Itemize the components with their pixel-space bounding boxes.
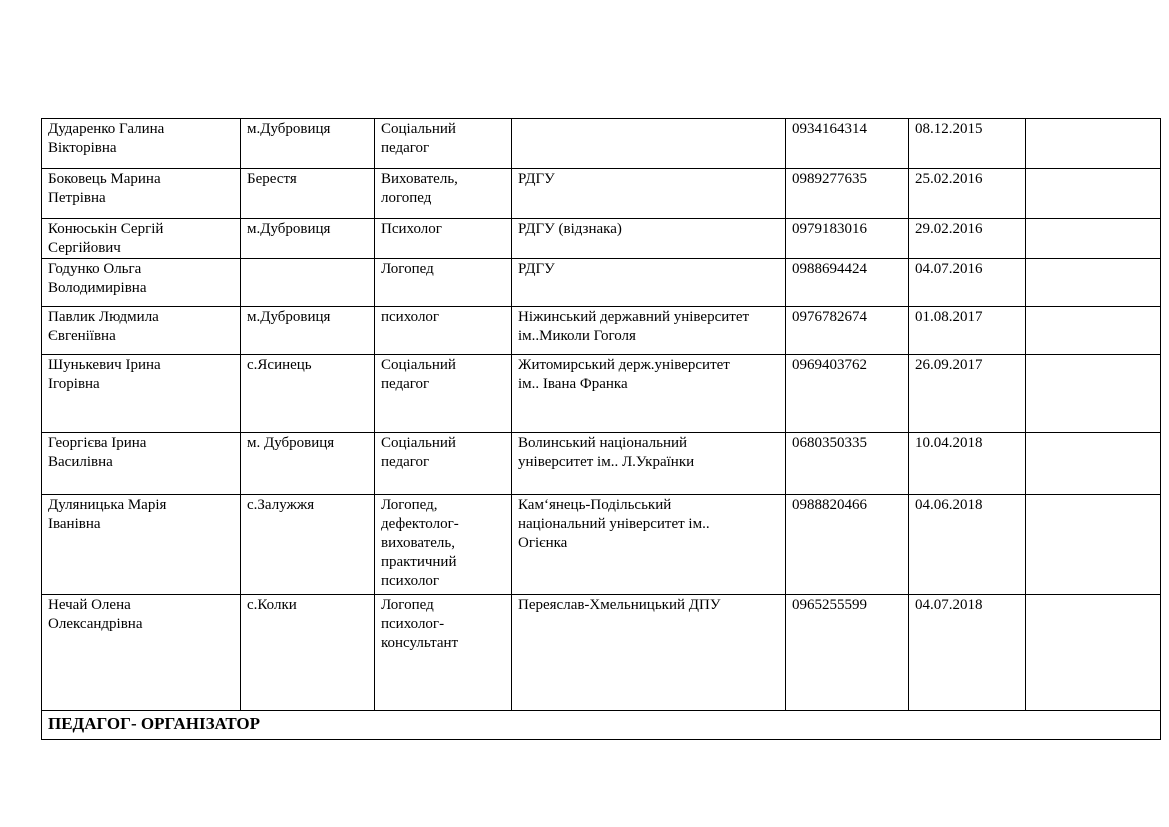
date-cell: 29.02.2016 — [909, 219, 1026, 259]
position-cell: психолог — [375, 307, 512, 355]
education-cell: РДГУ — [512, 259, 786, 307]
table-row — [42, 595, 1161, 711]
phone-cell: 0988820466 — [786, 495, 909, 595]
empty-cell — [1026, 169, 1161, 219]
date-cell: 26.09.2017 — [909, 355, 1026, 433]
name-cell: Дуляницька Марія Іванівна — [42, 495, 241, 595]
empty-cell — [1026, 595, 1161, 711]
education-cell: Кам‘янець-Подільський національний університет ім.. Огієнка — [512, 495, 786, 595]
table-row — [42, 433, 1161, 495]
name-cell: Шунькевич Ірина Ігорівна — [42, 355, 241, 433]
location-cell: с.Залужжя — [241, 495, 375, 595]
empty-cell — [1026, 259, 1161, 307]
empty-cell — [1026, 219, 1161, 259]
position-cell: Соціальний педагог — [375, 433, 512, 495]
phone-cell: 0976782674 — [786, 307, 909, 355]
location-cell: м.Дубровиця — [241, 219, 375, 259]
table-row — [42, 259, 1161, 307]
location-cell: с.Колки — [241, 595, 375, 711]
education-cell: РДГУ (відзнака) — [512, 219, 786, 259]
name-cell: Боковець Марина Петрівна — [42, 169, 241, 219]
position-cell: Логопед — [375, 259, 512, 307]
table-row — [42, 495, 1161, 595]
table-row — [42, 119, 1161, 169]
position-cell: Логопед, дефектолог- вихователь, практичний психолог — [375, 495, 512, 595]
name-cell: Нечай Олена Олександрівна — [42, 595, 241, 711]
date-cell: 04.06.2018 — [909, 495, 1026, 595]
position-cell: Соціальний педагог — [375, 355, 512, 433]
position-cell: Логопед психолог- консультант — [375, 595, 512, 711]
education-cell: Переяслав-Хмельницький ДПУ — [512, 595, 786, 711]
date-cell: 01.08.2017 — [909, 307, 1026, 355]
education-cell: Ніжинський державний університет ім..Миколи Гоголя — [512, 307, 786, 355]
staff-table — [41, 118, 1161, 740]
empty-cell — [1026, 355, 1161, 433]
education-cell — [512, 119, 786, 169]
section-heading-row — [42, 711, 1161, 740]
date-cell: 04.07.2018 — [909, 595, 1026, 711]
phone-cell: 0989277635 — [786, 169, 909, 219]
date-cell: 10.04.2018 — [909, 433, 1026, 495]
name-cell: Конюськін Сергій Сергійович — [42, 219, 241, 259]
phone-cell: 0969403762 — [786, 355, 909, 433]
location-cell — [241, 259, 375, 307]
date-cell: 25.02.2016 — [909, 169, 1026, 219]
location-cell: м.Дубровиця — [241, 119, 375, 169]
empty-cell — [1026, 119, 1161, 169]
empty-cell — [1026, 495, 1161, 595]
phone-cell: 0988694424 — [786, 259, 909, 307]
empty-cell — [1026, 307, 1161, 355]
table-row — [42, 307, 1161, 355]
date-cell: 04.07.2016 — [909, 259, 1026, 307]
table-row — [42, 355, 1161, 433]
phone-cell: 0965255599 — [786, 595, 909, 711]
position-cell: Психолог — [375, 219, 512, 259]
table-row — [42, 219, 1161, 259]
empty-cell — [1026, 433, 1161, 495]
position-cell: Соціальний педагог — [375, 119, 512, 169]
name-cell: Павлик Людмила Євгеніївна — [42, 307, 241, 355]
position-cell: Вихователь, логопед — [375, 169, 512, 219]
location-cell: с.Ясинець — [241, 355, 375, 433]
location-cell: м. Дубровиця — [241, 433, 375, 495]
name-cell: Годунко Ольга Володимирівна — [42, 259, 241, 307]
name-cell: Георгієва Ірина Василівна — [42, 433, 241, 495]
location-cell: м.Дубровиця — [241, 307, 375, 355]
phone-cell: 0934164314 — [786, 119, 909, 169]
education-cell: Житомирський держ.університет ім.. Івана Франка — [512, 355, 786, 433]
table-row — [42, 169, 1161, 219]
section-heading: ПЕДАГОГ- ОРГАНІЗАТОР — [42, 711, 1161, 740]
date-cell: 08.12.2015 — [909, 119, 1026, 169]
phone-cell: 0680350335 — [786, 433, 909, 495]
location-cell: Берестя — [241, 169, 375, 219]
education-cell: РДГУ — [512, 169, 786, 219]
education-cell: Волинський національний університет ім.. Л.Українки — [512, 433, 786, 495]
phone-cell: 0979183016 — [786, 219, 909, 259]
name-cell: Дударенко Галина Вікторівна — [42, 119, 241, 169]
